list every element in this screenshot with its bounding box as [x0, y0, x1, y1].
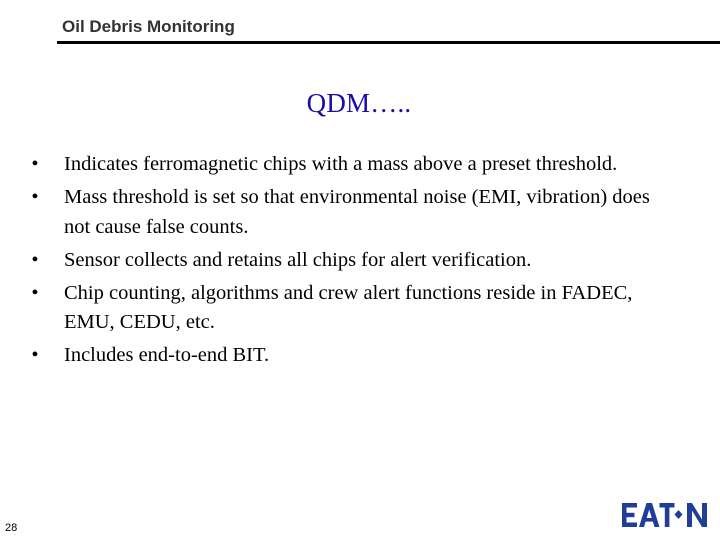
page-number: 28	[5, 522, 18, 534]
bullet-list	[28, 150, 668, 374]
bullet-dot-icon: •	[31, 248, 39, 271]
bullet-dot-icon: •	[31, 186, 39, 208]
eaton-logo	[621, 501, 711, 529]
bullet-text: Sensor collects and retains all chips for alert verification.	[64, 248, 532, 271]
slide-title-text: QDM…..	[306, 88, 412, 118]
slide-title	[0, 88, 720, 119]
bullet-text: Indicates ferromagnetic chips with a mass above a preset threshold.	[64, 153, 618, 175]
bullet-item	[28, 150, 668, 180]
bullet-item	[28, 246, 668, 276]
header-title: Oil Debris Monitoring	[62, 17, 235, 36]
bullet-item	[28, 279, 668, 338]
bullet-text: Chip counting, algorithms and crew alert functions reside in FADEC, EMU, CEDU, etc.	[64, 281, 633, 333]
bullet-dot-icon: •	[31, 344, 39, 366]
header-divider	[57, 41, 720, 44]
bullet-text: Includes end-to-end BIT.	[64, 344, 270, 366]
bullet-dot-icon: •	[31, 153, 39, 175]
bullet-item	[28, 183, 668, 242]
bullet-dot-icon: •	[31, 281, 39, 304]
bullet-item	[28, 341, 668, 371]
bullet-text: Mass threshold is set so that environmental noise (EMI, vibration) does not cause false counts.	[64, 186, 650, 238]
